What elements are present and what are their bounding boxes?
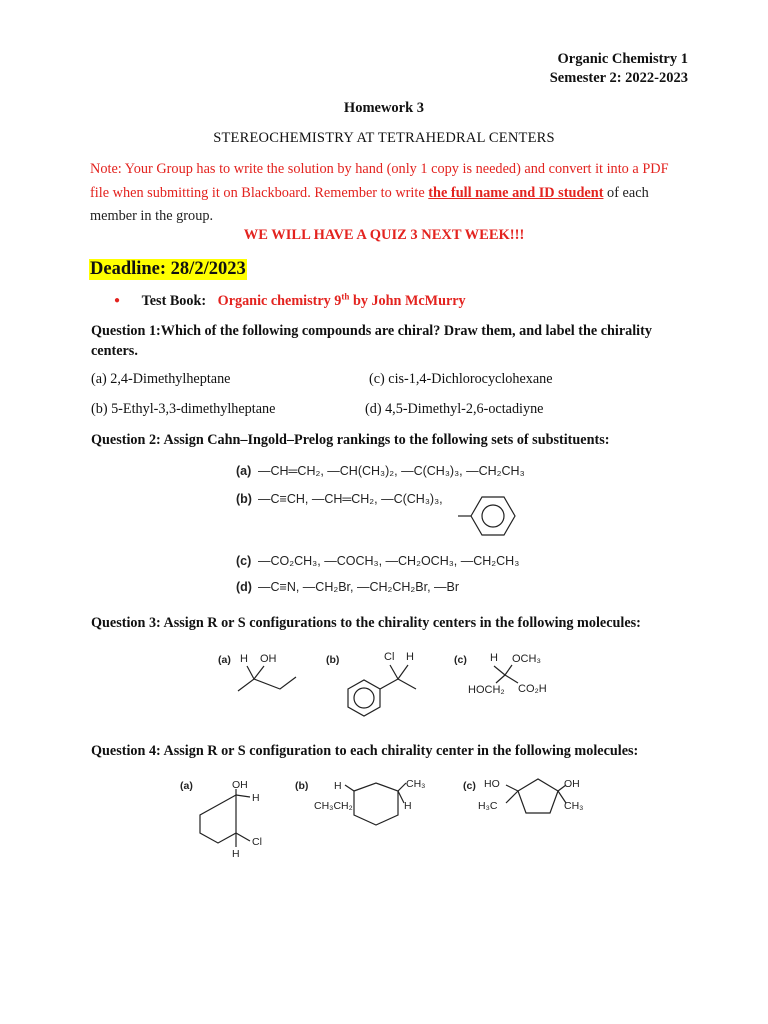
deadline: Deadline: 28/2/2023 [90, 259, 246, 279]
q1-option-d: (d) 4,5-Dimethyl-2,6-octadiyne [365, 401, 544, 417]
q4a-h1: H [252, 792, 260, 804]
q2-set-c: —CO₂CH₃, —COCH₃, —CH₂OCH₃, —CH₂CH₃ [258, 554, 520, 568]
quiz-notice: WE WILL HAVE A QUIZ 3 NEXT WEEK!!! [243, 227, 525, 243]
course-header [550, 50, 688, 88]
note-emphasis: the full name and ID student [428, 184, 604, 201]
q3c-hoch2: HOCH₂ [468, 684, 505, 696]
note-text: Note: Your Group has to write the solution by hand (only 1 copy is needed) and convert it into a PDF file when submitting it on Blackboard. Remember to write [90, 161, 669, 201]
q3a-oh: OH [260, 653, 277, 665]
q1-option-a: (a) 2,4-Dimethylheptane [91, 371, 231, 387]
course-name: Organic Chemistry 1 [557, 51, 688, 67]
q3b-skeleton [348, 665, 416, 716]
q4c-ho: HO [484, 778, 500, 790]
q4b-h2: H [404, 800, 412, 812]
question-3: Question 3: Assign R or S configurations to the chirality centers in the following molecules: [91, 615, 641, 631]
q2-set-d: —C≡N, —CH₂Br, —CH₂CH₂Br, —Br [258, 580, 460, 594]
q3b-cl: Cl [384, 651, 395, 663]
q3b-h: H [406, 651, 414, 663]
homework-title: Homework 3 [343, 100, 425, 116]
q4a-label: (a) [180, 780, 193, 792]
q4b-h1: H [334, 780, 342, 792]
submission-note [90, 158, 680, 229]
q4b-ch3: CH₃ [406, 778, 426, 790]
q4b-label: (b) [295, 780, 309, 792]
q4c-ch3: CH₃ [564, 800, 584, 812]
question-1: Question 1:Which of the following compounds are chiral? Draw them, and label the chirality centers. [91, 323, 652, 359]
q4c-skeleton [506, 779, 566, 813]
q1-option-c: (c) cis-1,4-Dichlorocyclohexane [369, 371, 553, 387]
semester: Semester 2: 2022-2023 [549, 70, 688, 86]
q4a-cl: Cl [252, 836, 262, 848]
q4c-h3c: H₃C [478, 800, 498, 812]
q1-option-b: (b) 5-Ethyl-3,3-dimethylheptane [91, 401, 276, 417]
q4a-oh: OH [232, 779, 248, 791]
q2-substituent-figure [236, 460, 556, 600]
question-2: Question 2: Assign Cahn–Ingold–Prelog rankings to the following sets of substituents: [91, 432, 610, 448]
q3a-label: (a) [218, 654, 231, 666]
q3-molecules-figure [218, 645, 558, 725]
q4c-label: (c) [463, 780, 476, 792]
bullet-icon: ● [114, 294, 121, 306]
q3c-h: H [490, 652, 498, 664]
q2-label-d: (d) [236, 580, 252, 594]
q3c-och3: OCH₃ [512, 653, 541, 665]
q3a-skeleton [238, 666, 296, 691]
q2-set-a: —CH═CH₂, —CH(CH₃)₂, —C(CH₃)₃, —CH₂CH₃ [258, 464, 525, 478]
q3b-label: (b) [326, 654, 340, 666]
q2-set-b: —C≡CH, —CH═CH₂, —C(CH₃)₃, [258, 492, 443, 506]
q3c-label: (c) [454, 654, 467, 666]
q4a-skeleton [200, 789, 250, 847]
q3c-skeleton [494, 665, 518, 683]
textbook-title: Organic chemistry 9th by John McMurry [217, 291, 466, 309]
question-4: Question 4: Assign R or S configuration to each chirality center in the following molecules: [91, 743, 639, 759]
q3a-h: H [240, 653, 248, 665]
q4b-skeleton [345, 783, 406, 825]
homework-subtitle: STEREOCHEMISTRY AT TETRAHEDRAL CENTERS [213, 130, 555, 146]
q4a-h2: H [232, 848, 240, 860]
q4-molecules-figure [180, 775, 600, 865]
q4b-ch3ch2: CH₃CH₂ [314, 800, 353, 812]
phenyl-ring-drawing [458, 497, 515, 535]
textbook-label: Test Book: [141, 292, 207, 309]
q2-label-b: (b) [236, 492, 252, 506]
q3c-co2h: CO₂H [518, 683, 547, 695]
q4c-oh: OH [564, 778, 580, 790]
q2-label-c: (c) [236, 554, 252, 568]
q2-label-a: (a) [236, 464, 252, 478]
textbook-line [114, 291, 466, 310]
note-tail: of each member in the group. [90, 184, 649, 224]
